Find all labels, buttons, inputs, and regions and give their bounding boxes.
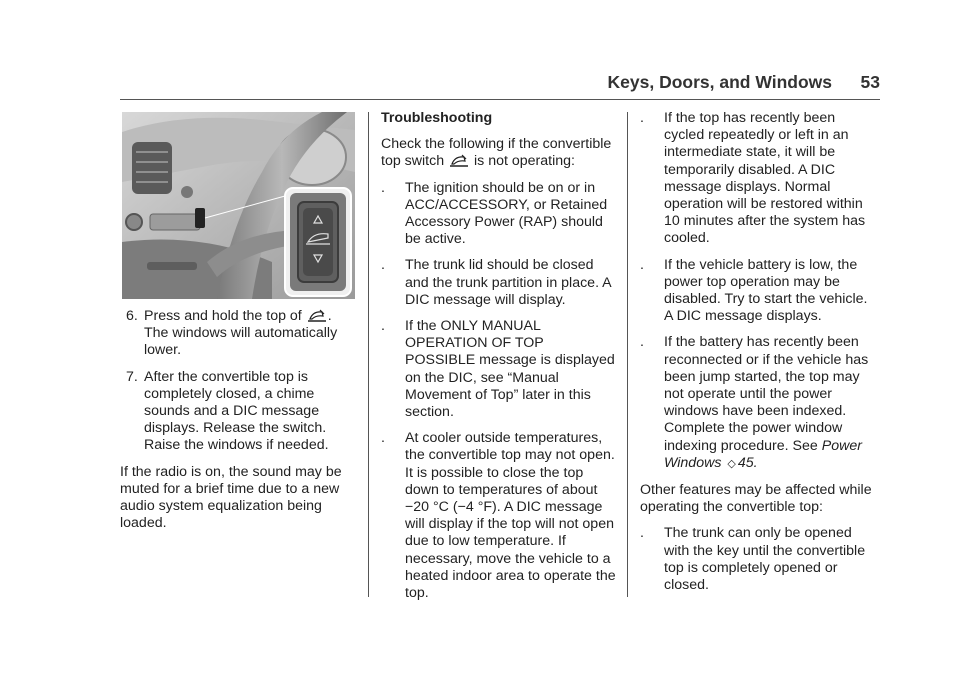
step-6 <box>120 308 358 360</box>
list-item <box>640 257 878 326</box>
list-item-text: The trunk can only be opened with the key until the convertible top is completely opened or closed. <box>664 525 866 594</box>
intro-pre: Check the following if the convertible top switch <box>381 136 612 170</box>
step-number: 6. <box>126 308 138 324</box>
column-1 <box>120 308 358 541</box>
column-divider <box>368 112 369 597</box>
step-number: 7. <box>126 368 138 385</box>
step-text-pre: Press and hold the top of <box>144 308 302 324</box>
list-item-text <box>664 334 878 473</box>
list-item <box>640 334 878 473</box>
troubleshooting-heading: Troubleshooting <box>381 110 493 126</box>
list-item-text: At cooler outside temperatures, the convertible top may not open. It is possible to close the top down to temperatures of about −20 °C (−4 °F). A DIC message will display if the top will not open due to low temperature. If necessary, move the vehicle to a heated indoor area to operate the top. <box>405 430 616 602</box>
header-rule <box>120 99 880 100</box>
page-number: 53 <box>860 72 880 92</box>
troubleshooting-intro <box>381 136 617 170</box>
step-text-line2: The windows will automatically lower. <box>144 325 338 359</box>
power-windows-link[interactable]: Power Windows <box>664 437 862 471</box>
bullet-marker: . <box>381 179 385 196</box>
list-item-text: The trunk lid should be closed and the trunk partition in place. A DIC message will display. <box>405 257 611 308</box>
other-features-note: Other features may be affected while operating the convertible top: <box>640 482 872 516</box>
bullet-marker: . <box>381 257 385 274</box>
list-item-text: If the top has recently been cycled repeatedly or left in an intermediate state, it will be temporarily disabled. A DIC message displays. Normal operation will be restored within 10 minutes after the system has cooled. <box>664 110 866 247</box>
page-reference[interactable]: 45. <box>737 454 758 471</box>
list-item <box>381 318 617 421</box>
column-2 <box>381 110 617 611</box>
bullet-marker: . <box>640 256 644 273</box>
list-item-text: If the ONLY MANUAL OPERATION OF TOP POSSIBLE message is displayed on the DIC, see “Manual Movement of Top” later in this section. <box>405 318 615 421</box>
column-divider <box>627 112 628 597</box>
bullet-marker: . <box>381 318 385 335</box>
radio-note: If the radio is on, the sound may be muted for a brief time due to a new audio system equalization being loaded. <box>120 463 342 532</box>
list-item <box>640 110 878 248</box>
bullet-marker: . <box>640 110 644 126</box>
list-item <box>381 180 617 249</box>
section-title: Keys, Doors, and Windows <box>607 72 832 92</box>
convertible-top-switch-photo <box>122 112 355 299</box>
list-item-text: If the vehicle battery is low, the power top operation may be disabled. Try to start the vehicle. A DIC message displays. <box>664 256 868 325</box>
page-header <box>120 72 880 94</box>
list-item <box>640 525 878 594</box>
bullet-marker: . <box>640 525 644 542</box>
bullet-marker: . <box>381 430 385 447</box>
convertible-top-icon <box>307 308 327 324</box>
intro-post: is not operating: <box>474 153 575 170</box>
list-item <box>381 257 617 309</box>
bullet-marker: . <box>640 334 644 351</box>
step-7 <box>120 369 358 455</box>
step-text: After the convertible top is completely closed, a chime sounds and a DIC message displays. Release the switch. Raise the windows if needed. <box>144 368 329 454</box>
list-item-text: The ignition should be on or in ACC/ACCESSORY, or Retained Accessory Power (RAP) should be active. <box>405 179 608 248</box>
step-text <box>144 308 358 325</box>
step-text-post: . <box>327 308 332 324</box>
list-item-text-pre: If the battery has recently been reconnected or if the vehicle has been jump started, the top may not operate until the power windows have been indexed. Complete the power window indexing procedure. See <box>664 334 869 454</box>
convertible-top-icon <box>449 153 469 169</box>
list-item <box>381 430 617 602</box>
column-3 <box>640 110 878 603</box>
page-reference-icon: ◇ <box>727 457 736 470</box>
